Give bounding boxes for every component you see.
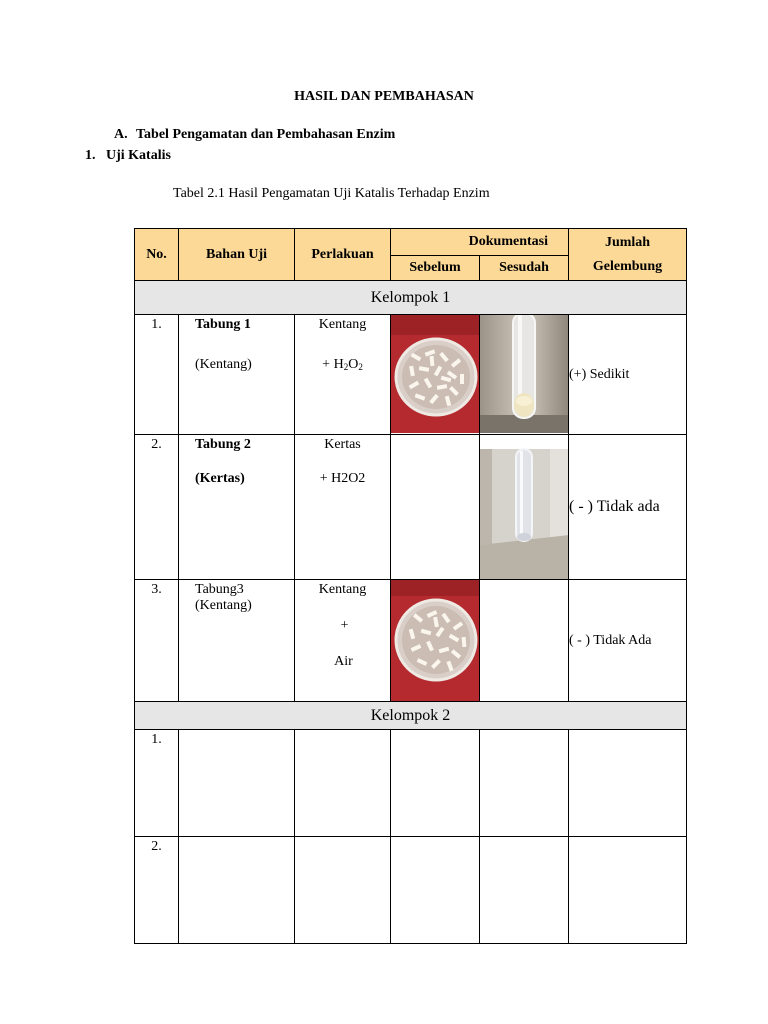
group-label-kelompok-2: Kelompok 2 — [135, 702, 687, 730]
empty-cell — [391, 730, 480, 837]
header-sebelum: Sebelum — [391, 256, 480, 281]
bahan-title: Tabung 2 — [195, 437, 251, 452]
empty-cell — [391, 837, 480, 944]
perlakuan-line3: Air — [334, 654, 353, 669]
empty-cell — [179, 837, 295, 944]
header-jumlah-line2: Gelembung — [592, 258, 663, 274]
perlakuan-line1: Kertas — [324, 437, 361, 452]
bahan-uji-cell — [179, 315, 295, 435]
photo-sesudah-test-tube-clear — [480, 435, 569, 580]
perlakuan-line1: Kentang — [318, 582, 367, 597]
header-no: No. — [135, 229, 179, 281]
photo-sebelum-petri-dish — [391, 580, 480, 702]
empty-cell — [569, 730, 687, 837]
perlakuan-line2: + H2O2 — [319, 471, 366, 486]
table-caption: Tabel 2.1 Hasil Pengamatan Uji Katalis Terhadap Enzim — [173, 186, 490, 201]
empty-cell — [179, 730, 295, 837]
observation-table — [134, 228, 687, 944]
photo-sesudah-test-tube-foam — [480, 315, 569, 435]
empty-cell — [480, 837, 569, 944]
photo-sebelum-petri-dish — [391, 315, 480, 435]
perlakuan-line2 — [295, 357, 390, 373]
row-number: 1. — [135, 730, 179, 837]
table-row — [135, 580, 687, 702]
jumlah-gelembung-cell: (+) Sedikit — [569, 315, 687, 435]
row-number: 2. — [135, 837, 179, 944]
page-title: HASIL DAN PEMBAHASAN — [294, 89, 474, 104]
section-a-heading — [114, 127, 395, 143]
perlakuan-text: O — [348, 357, 359, 372]
section-1-text: Uji Katalis — [106, 148, 171, 163]
empty-cell — [295, 730, 391, 837]
petri-dish-icon — [391, 580, 480, 701]
bahan-sub: (Kertas) — [195, 471, 245, 486]
section-1-heading — [85, 148, 171, 164]
row-number: 3. — [135, 580, 179, 702]
table-row — [135, 837, 687, 944]
bahan-uji-cell — [179, 435, 295, 580]
petri-dish-icon — [391, 315, 480, 433]
empty-cell — [295, 837, 391, 944]
test-tube-clear-icon — [480, 435, 569, 579]
jumlah-gelembung-cell: ( - ) Tidak ada — [569, 435, 687, 580]
header-jumlah-line1: Jumlah — [604, 234, 651, 250]
perlakuan-line2: + — [340, 618, 349, 633]
table-row — [135, 730, 687, 837]
subscript: 2 — [343, 362, 349, 372]
jumlah-gelembung-cell: ( - ) Tidak Ada — [569, 580, 687, 702]
perlakuan-line1: Kentang — [318, 317, 367, 332]
photo-sesudah-empty — [480, 580, 569, 702]
photo-sebelum-empty — [391, 435, 480, 580]
perlakuan-text: + H — [322, 357, 344, 372]
perlakuan-cell — [295, 435, 391, 580]
test-tube-foam-icon — [480, 315, 569, 433]
header-jumlah-gelembung — [569, 229, 687, 281]
table-row — [135, 435, 687, 580]
bahan-sub: (Kentang) — [195, 357, 252, 372]
bahan-title: Tabung3 — [195, 582, 244, 597]
section-1-marker: 1. — [85, 148, 96, 163]
bahan-uji-cell — [179, 580, 295, 702]
row-number: 2. — [135, 435, 179, 580]
subscript: 2 — [358, 362, 363, 372]
header-dokumentasi: Dokumentasi — [391, 229, 569, 256]
section-a-marker: A. — [114, 127, 128, 142]
header-perlakuan: Perlakuan — [295, 229, 391, 281]
header-sesudah: Sesudah — [480, 256, 569, 281]
group-label-kelompok-1: Kelompok 1 — [135, 281, 687, 315]
row-number: 1. — [135, 315, 179, 435]
header-bahan-uji: Bahan Uji — [179, 229, 295, 281]
bahan-sub: (Kentang) — [195, 598, 252, 613]
table-row — [135, 315, 687, 435]
section-a-text: Tabel Pengamatan dan Pembahasan Enzim — [136, 127, 396, 142]
empty-cell — [480, 730, 569, 837]
perlakuan-cell — [295, 315, 391, 435]
perlakuan-cell — [295, 580, 391, 702]
empty-cell — [569, 837, 687, 944]
bahan-title: Tabung 1 — [195, 317, 251, 332]
